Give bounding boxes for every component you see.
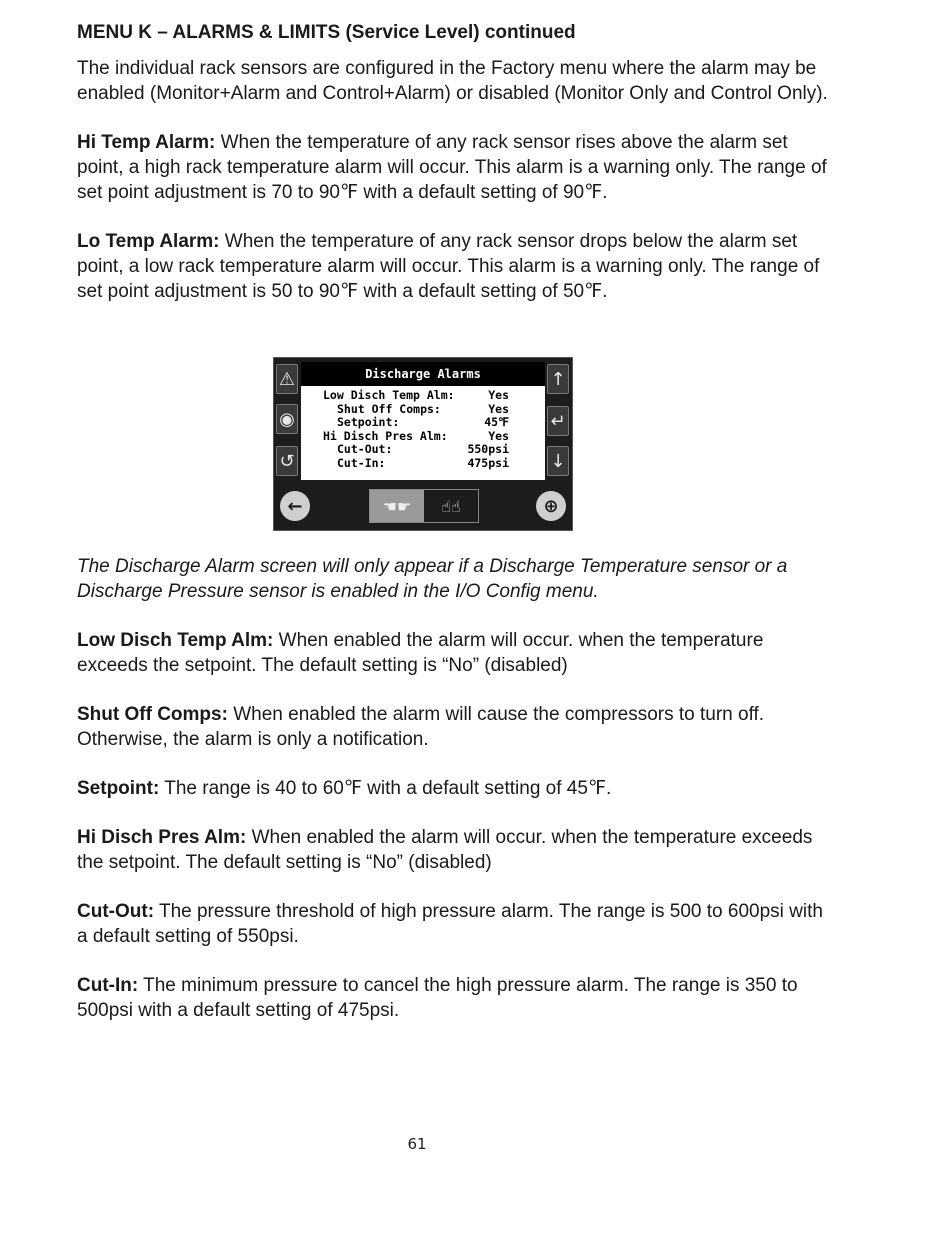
- hi-disch-text: When enabled the alarm will occur. when the temperature exceeds the setpoint. The default setting is “No” (disabled): [77, 827, 813, 873]
- lcd-row-label: Hi Disch Pres Alm:: [323, 428, 448, 443]
- page-number: 61: [407, 1135, 427, 1153]
- warning-icon: ⚠: [276, 364, 298, 394]
- hi-temp-term: Hi Temp Alarm:: [77, 132, 216, 153]
- shut-off-paragraph: [77, 702, 837, 752]
- lcd-row: [301, 403, 545, 417]
- cut-in-term: Cut-In:: [77, 975, 139, 996]
- lcd-row-value: 550psi: [467, 442, 509, 456]
- lcd-display: [301, 362, 545, 480]
- lcd-row-label: Low Disch Temp Alm:: [323, 388, 455, 402]
- lcd-row-label: Shut Off Comps:: [337, 401, 441, 416]
- setpoint-text: The range is 40 to 60℉ with a default setting of 45℉.: [159, 778, 612, 799]
- shut-off-text: When enabled the alarm will cause the compressors to turn off. Otherwise, the alarm is only a notification.: [77, 704, 765, 750]
- undo-icon: ↺: [276, 446, 298, 476]
- page-title: MENU K – ALARMS & LIMITS (Service Level) continued: [77, 22, 576, 43]
- enter-icon: ↵: [547, 406, 569, 436]
- lcd-row-value: Yes: [488, 388, 509, 402]
- low-disch-term: Low Disch Temp Alm:: [77, 630, 274, 651]
- controller-screen-image: [273, 357, 573, 531]
- hi-temp-text: When the temperature of any rack sensor rises above the alarm set point, a high rack temperature alarm will occur. This alarm is a warning only. The range of set point adjustment is 70 to 90℉ with a default setting of 90℉.: [77, 132, 827, 203]
- hand-touch-icon: ☚☛: [370, 490, 424, 522]
- lcd-row: [301, 389, 545, 403]
- device-bottom-bar: [274, 484, 572, 530]
- lcd-row: [301, 430, 545, 444]
- target-icon: ◉: [276, 404, 298, 434]
- setpoint-paragraph: [77, 776, 837, 801]
- shut-off-term: Shut Off Comps:: [77, 704, 228, 725]
- lcd-row: [301, 443, 545, 457]
- lcd-rows: [301, 386, 545, 470]
- hand-swipe-icon: ☝☝: [424, 490, 478, 522]
- lcd-title: Discharge Alarms: [301, 362, 545, 386]
- lo-temp-text: When the temperature of any rack sensor drops below the alarm set point, a low rack temperature alarm will occur. This alarm is a warning only. The range of set point adjustment is 50 to 90℉ with a default setting of 50℉.: [77, 231, 820, 302]
- lcd-row: [301, 457, 545, 471]
- cut-in-paragraph: [77, 973, 837, 1023]
- cut-out-paragraph: [77, 899, 837, 949]
- intro-paragraph: The individual rack sensors are configured in the Factory menu where the alarm may be enabled (Monitor+Alarm and Control+Alarm) or disabled (Monitor Only and Control Only).: [77, 58, 828, 104]
- low-disch-text: When enabled the alarm will occur. when the temperature exceeds the setpoint. The default setting is “No” (disabled): [77, 630, 764, 676]
- hands-icon: [369, 489, 479, 523]
- hi-disch-term: Hi Disch Pres Alm:: [77, 827, 247, 848]
- lcd-row-label: Setpoint:: [337, 415, 400, 429]
- lo-temp-paragraph: [77, 229, 837, 304]
- lcd-row-value: Yes: [488, 401, 509, 416]
- lcd-row-value: 45℉: [484, 415, 509, 429]
- hi-disch-paragraph: [77, 825, 837, 875]
- lcd-row-value: 475psi: [467, 455, 509, 470]
- arrow-down-icon: ↓: [547, 446, 569, 476]
- cut-out-text: The pressure threshold of high pressure alarm. The range is 500 to 600psi with a default setting of 550psi.: [77, 901, 823, 947]
- menu-icon: ⊕: [536, 491, 566, 521]
- arrow-up-icon: ↑: [547, 364, 569, 394]
- lcd-row: [301, 416, 545, 430]
- lo-temp-term: Lo Temp Alarm:: [77, 231, 220, 252]
- discharge-note: The Discharge Alarm screen will only appear if a Discharge Temperature sensor or a Discharge Pressure sensor is enabled in the I/O Config menu.: [77, 556, 788, 602]
- cut-in-text: The minimum pressure to cancel the high pressure alarm. The range is 350 to 500psi with a default setting of 475psi.: [77, 975, 798, 1021]
- setpoint-term: Setpoint:: [77, 778, 160, 799]
- hi-temp-paragraph: [77, 130, 837, 205]
- cut-out-term: Cut-Out:: [77, 901, 155, 922]
- lcd-row-label: Cut-In:: [337, 455, 386, 470]
- lcd-row-label: Cut-Out:: [337, 442, 393, 456]
- page-content: [77, 20, 837, 1047]
- low-disch-paragraph: [77, 628, 837, 678]
- lcd-row-value: Yes: [488, 428, 509, 443]
- arrow-left-icon: ←: [280, 491, 310, 521]
